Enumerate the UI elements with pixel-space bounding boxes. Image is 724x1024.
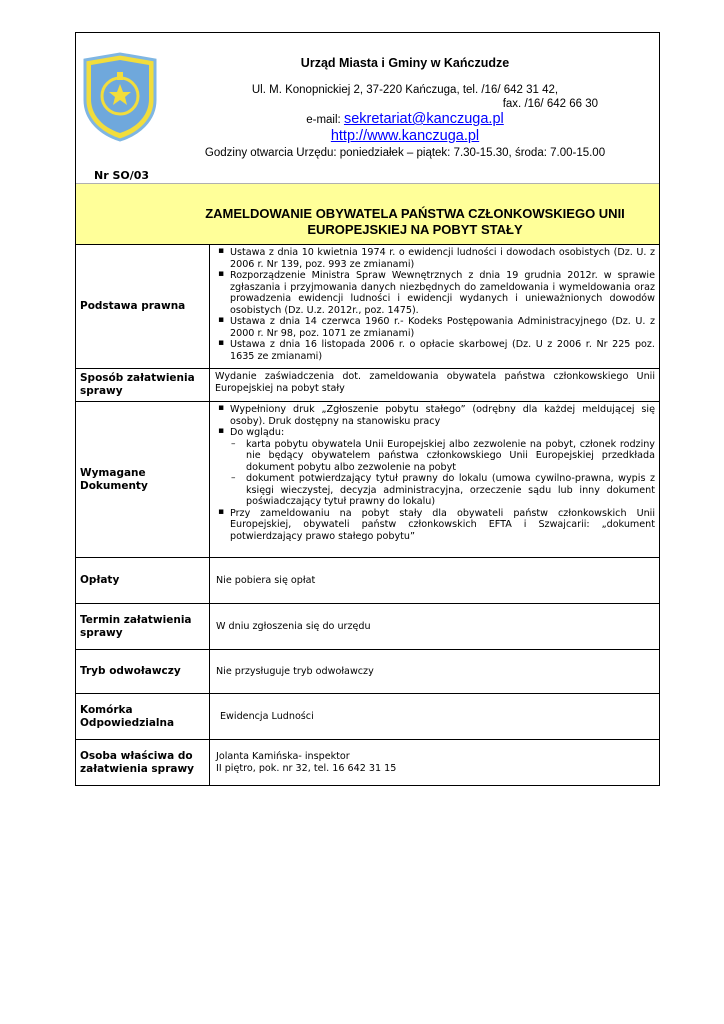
person-name: Jolanta Kamińska- inspektor [216, 751, 350, 762]
row-label: Opłaty [76, 558, 210, 603]
list-item: ▪ Wypełniony druk „Zgłoszenie pobytu stałego” (odrębny dla każdej meldującej się osoby). Druk dostępny na stanowisku pracy [218, 404, 655, 427]
email-row [160, 111, 650, 127]
row-label: Podstawa prawna [76, 245, 210, 368]
row-label: Wymagane Dokumenty [76, 402, 210, 557]
person-location: II piętro, pok. nr 32, tel. 16 642 31 15 [216, 762, 397, 774]
row-documents [76, 402, 659, 558]
row-value [210, 694, 659, 739]
list-item: ▪ Ustawa z dnia 14 czerwca 1960 r.- Kodeks Postępowania Administracyjnego (Dz. U. z 2000 r. Nr 98, poz. 1071 ze zmianami) [218, 316, 655, 339]
row-person [76, 740, 659, 785]
row-value: Wydanie zaświadczenia dot. zameldowania obywatela państwa członkowskiego Unii Europejskiej na pobyt stały [215, 371, 655, 394]
row-method [76, 369, 659, 402]
unit-value: Ewidencja Ludności [220, 710, 314, 722]
address-line-1: Ul. M. Konopnickiej 2, 37-220 Kańczuga, tel. /16/ 642 31 42, [251, 84, 559, 96]
coat-of-arms-logo [81, 52, 159, 142]
list-item: ▪ Ustawa z dnia 10 kwietnia 1974 r. o ewidencji ludności i dowodach osobistych (Dz. U. z 2006 r. Nr 139, poz. 993 ze zmianami) [218, 247, 655, 270]
list-item: ▪ Przy zameldowaniu na pobyt stały dla obywateli państw członkowskich Unii Europejskiej, obywateli państw członkowskich EFTA i Szwajcarii: „dokument potwierdzający prawo stałego pobytu” [218, 508, 655, 543]
row-label: Sposób załatwienia sprawy [76, 369, 210, 401]
list-item: ▪ Rozporządzenie Ministra Spraw Wewnętrznych z dnia 19 grudnia 2012r. w sprawie zgłaszania i przyjmowania danych niezbędnych do zameldowania i wymeldowania oraz prowadzenia ewidencji ludności i ewidencji wydanych i unieważnionych dowodów osobistych (Dz. U.z. 2012r., poz. 1475). [218, 270, 655, 316]
row-value [210, 245, 659, 368]
row-label: Komórka Odpowiedzialna [76, 694, 210, 739]
row-value [210, 604, 659, 649]
row-unit [76, 694, 659, 740]
email-label: e-mail: [306, 114, 341, 126]
row-label: Termin załatwienia sprawy [76, 604, 210, 649]
office-name: Urząd Miasta i Gminy w Kańczudze [300, 56, 510, 70]
document-number: Nr SO/03 [94, 169, 150, 182]
list-subitem: – karta pobytu obywatela Unii Europejskiej albo zezwolenie na pobyt, członek rodziny nie będący obywatelem państwa członkowskiego Unii Europejskiej przedkłada dokument pobytu albo zezwolenie na pobyt [218, 439, 655, 474]
email-link[interactable]: sekretariat@kanczuga.pl [343, 111, 504, 127]
fees-value: Nie pobiera się opłat [216, 574, 316, 586]
row-label: Osoba właściwa do załatwienia sprawy [76, 740, 210, 785]
appeal-value: Nie przysługuje tryb odwoławczy [216, 665, 374, 677]
row-legal-basis [76, 245, 659, 369]
row-value [210, 650, 659, 693]
row-fees [76, 558, 659, 604]
list-item: ▪ Do wglądu: [218, 427, 655, 439]
website-link[interactable]: http://www.kanczuga.pl [330, 128, 480, 144]
row-deadline [76, 604, 659, 650]
list-subitem: – dokument potwierdzający tytuł prawny do lokalu (umowa cywilno-prawna, wypis z księgi wieczystej, decyzja administracyjna, orzeczenie sądu lub inny dokument poświadczający tytuł prawny do lokalu) [218, 473, 655, 508]
row-value [210, 740, 659, 785]
row-appeal [76, 650, 659, 694]
row-label: Tryb odwoławczy [76, 650, 210, 693]
row-value [210, 402, 659, 557]
opening-hours: Godziny otwarcia Urzędu: poniedziałek – piątek: 7.30-15.30, środa: 7.00-15.00 [204, 147, 606, 159]
document-title: ZAMELDOWANIE OBYWATELA PAŃSTWA CZŁONKOWSKIEGO UNII EUROPEJSKIEJ NA POBYT STAŁY [205, 206, 625, 237]
deadline-value: W dniu zgłoszenia się do urzędu [216, 620, 371, 632]
website-row [160, 127, 650, 145]
list-item: ▪ Ustawa z dnia 16 listopada 2006 r. o opłacie skarbowej (Dz. U z 2006 r. Nr 225 poz. 1635 ze zmianami) [218, 339, 655, 362]
row-value [210, 558, 659, 603]
address-line-2: fax. /16/ 642 66 30 [502, 98, 598, 110]
